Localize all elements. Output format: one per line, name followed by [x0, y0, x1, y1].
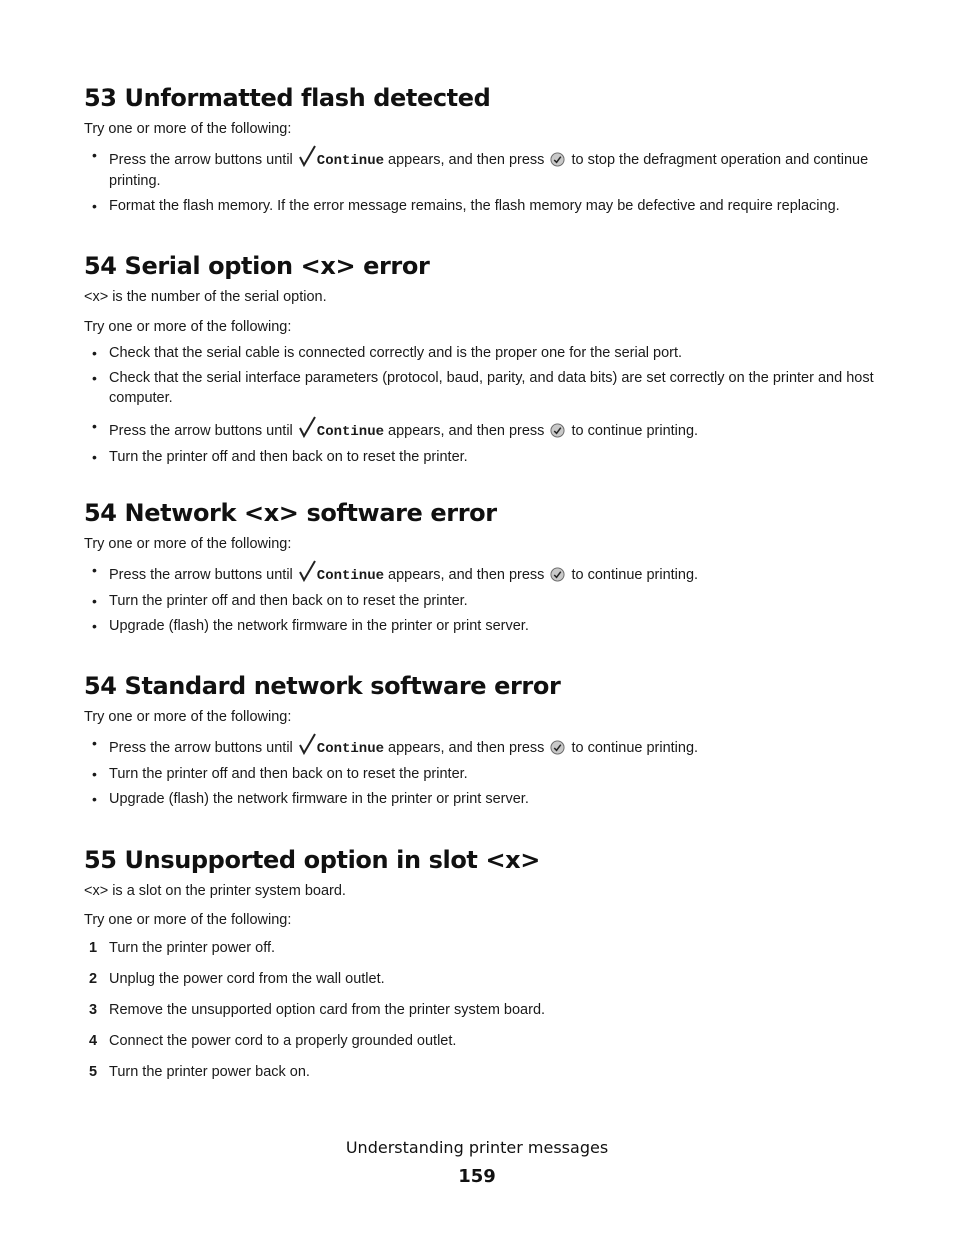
bullet-54st-1: • Press the arrow buttons until Continue appears, and then press to continue printing.	[92, 735, 699, 757]
footer-title: Understanding printer messages	[345, 1138, 609, 1157]
select-button-icon	[550, 423, 565, 438]
heading-53: 53 Unformatted flash detected	[84, 84, 491, 112]
heading-54-network: 54 Network <x> software error	[84, 499, 497, 527]
heading-54-standard: 54 Standard network software error	[84, 672, 561, 700]
bullet-53-1: • Press the arrow buttons until Continue appears, and then press to stop the defragment operation and continue printing.	[92, 147, 869, 189]
select-button-icon	[550, 567, 565, 582]
heading-55: 55 Unsupported option in slot <x>	[84, 846, 540, 874]
bullet-54s-2: • Check that the serial interface parameters (protocol, baud, parity, and data bits) are set correctly on the printer and host computer.	[92, 370, 874, 406]
step-2: 2 Unplug the power cord from the wall outlet.	[89, 971, 385, 987]
checkmark-icon	[299, 416, 316, 438]
select-button-icon	[550, 740, 565, 755]
bullet-53-2: • Format the flash memory. If the error message remains, the flash memory may be defective and require replacing.	[92, 198, 840, 214]
try-54-standard: Try one or more of the following:	[84, 709, 292, 725]
bullet-54n-1: • Press the arrow buttons until Continue appears, and then press to continue printing.	[92, 562, 699, 584]
step-4: 4 Connect the power cord to a properly grounded outlet.	[89, 1033, 457, 1049]
intro-53: Try one or more of the following:	[84, 121, 292, 137]
section-54-standard	[84, 672, 884, 814]
page-number: 159	[458, 1166, 496, 1187]
checkmark-icon	[299, 560, 316, 582]
try-55: Try one or more of the following:	[84, 912, 292, 928]
bullet-54s-3: • Press the arrow buttons until Continue appears, and then press to continue printing.	[92, 418, 699, 440]
section-54-serial	[84, 252, 884, 472]
bullet-54n-3: • Upgrade (flash) the network firmware in the printer or print server.	[92, 618, 529, 634]
section-54-network	[84, 499, 884, 641]
bullet-54n-2: • Turn the printer off and then back on to reset the printer.	[92, 593, 468, 609]
checkmark-icon	[299, 145, 316, 167]
bullet-54s-4: • Turn the printer off and then back on to reset the printer.	[92, 449, 468, 465]
bullet-54st-3: • Upgrade (flash) the network firmware in the printer or print server.	[92, 791, 529, 807]
try-54-network: Try one or more of the following:	[84, 536, 292, 552]
step-3: 3 Remove the unsupported option card from the printer system board.	[89, 1002, 546, 1018]
step-1: 1 Turn the printer power off.	[89, 940, 276, 956]
section-53	[84, 84, 884, 221]
select-button-icon	[550, 152, 565, 167]
section-55	[84, 846, 884, 1093]
intro-54-serial: <x> is the number of the serial option.	[84, 289, 327, 305]
intro-55: <x> is a slot on the printer system board.	[84, 883, 346, 899]
bullet-54st-2: • Turn the printer off and then back on to reset the printer.	[92, 766, 468, 782]
heading-54-serial: 54 Serial option <x> error	[84, 252, 430, 280]
bullet-54s-1: • Check that the serial cable is connected correctly and is the proper one for the serial port.	[92, 345, 683, 361]
try-54-serial: Try one or more of the following:	[84, 319, 292, 335]
checkmark-icon	[299, 733, 316, 755]
step-5: 5 Turn the printer power back on.	[89, 1064, 310, 1080]
